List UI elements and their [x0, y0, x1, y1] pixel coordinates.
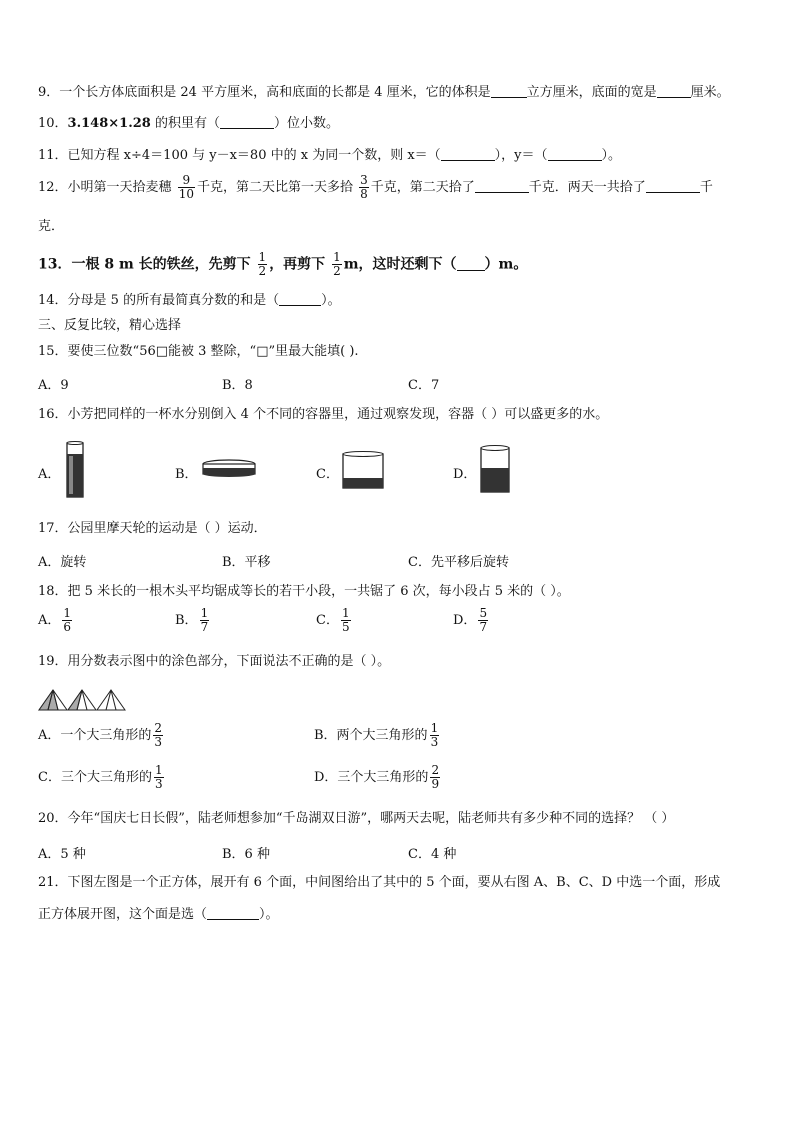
fraction: $\frac{9}{10}$	[178, 173, 194, 201]
question-text: 厘米。	[690, 85, 730, 100]
option-label: D．三个大三角形的	[314, 770, 429, 785]
question-number: 10．	[38, 116, 68, 131]
question-11	[38, 146, 760, 165]
question-14	[38, 291, 760, 310]
question-number: 16．	[38, 407, 68, 422]
question-text: 一个长方体底面积是 24 平方厘米，高和底面的长都是 4 厘米，它的体积是	[59, 85, 491, 100]
question-text: 千	[699, 180, 713, 195]
wide-container-image	[338, 450, 388, 492]
question-number: 12．	[38, 180, 68, 195]
option-c[interactable]: C．7	[408, 378, 440, 393]
question-text: ），y＝（	[494, 148, 548, 163]
option-label: D．	[453, 613, 477, 628]
question-number: 15．	[38, 344, 68, 359]
fraction: $\frac{2}{3}$	[154, 721, 163, 749]
question-number: 14．	[38, 293, 68, 308]
fraction: $\frac{1}{7}$	[200, 606, 209, 634]
answer-blank[interactable]	[548, 146, 602, 161]
option-a[interactable]: A．	[38, 467, 61, 482]
option-c[interactable]	[38, 764, 166, 791]
question-text: 立方厘米，底面的宽是	[526, 85, 657, 100]
question-10	[38, 114, 760, 133]
question-number: 20．	[38, 811, 68, 826]
option-a[interactable]: A．5 种	[38, 847, 86, 862]
question-18	[38, 583, 760, 601]
answer-blank[interactable]	[207, 905, 259, 920]
fraction: $\frac{1}{3}$	[154, 763, 163, 791]
flat-wide-container-image	[200, 458, 258, 482]
question-text: 小芳把同样的一杯水分别倒入 4 个不同的容器里，通过观察发现，容器（ ）可以盛更多的水。	[67, 407, 609, 422]
option-a[interactable]: A．9	[38, 378, 69, 393]
answer-blank[interactable]	[475, 178, 529, 193]
question-text: 正方体展开图，这个面是选（	[38, 907, 208, 922]
answer-blank[interactable]	[657, 83, 691, 98]
answer-blank[interactable]	[491, 83, 527, 98]
question-text: 的积里有（	[150, 116, 220, 131]
question-text: 已知方程 x÷4＝100 与 y－x＝80 中的 x 为同一个数，则 x＝（	[67, 148, 441, 163]
question-number: 9．	[38, 85, 60, 100]
answer-blank[interactable]	[279, 291, 321, 306]
option-label: B．	[175, 613, 198, 628]
option-label: C．	[316, 613, 339, 628]
question-number: 11．	[38, 148, 68, 163]
question-number: 18．	[38, 584, 68, 599]
question-text: ）位小数。	[273, 116, 339, 131]
option-c[interactable]: C．4 种	[408, 847, 457, 862]
option-b[interactable]: B．6 种	[222, 847, 270, 862]
tall-narrow-container-image	[62, 440, 88, 500]
option-c[interactable]: C．先平移后旋转	[408, 555, 509, 570]
question-19	[38, 653, 760, 671]
question-text: 千克，第二天拾了	[370, 180, 475, 195]
question-text: 小明第一天拾麦穗	[67, 180, 172, 195]
medium-container-image	[477, 444, 513, 496]
shaded-triangles-figure	[38, 688, 128, 712]
fraction: $\frac{1}{3}$	[430, 721, 439, 749]
question-text: 千克，第二天比第一天多拾	[196, 180, 353, 195]
section-heading: 三、反复比较，精心选择	[38, 318, 182, 333]
answer-blank[interactable]	[441, 146, 495, 161]
question-text: 克．	[38, 219, 65, 234]
option-d[interactable]	[453, 607, 490, 634]
option-label: A．一个大三角形的	[38, 728, 152, 743]
option-b[interactable]	[314, 722, 441, 749]
question-text: 把 5 米长的一根木头平均锯成等长的若干小段，一共锯了 6 次，每小段占 5 米的（ ）。	[67, 584, 570, 599]
question-number: 13．	[38, 256, 72, 273]
question-20	[38, 810, 760, 828]
question-9	[38, 83, 760, 102]
question-text: 用分数表示图中的涂色部分，下面说法不正确的是（ ）。	[67, 654, 391, 669]
question-text: 要使三位数“56□能被 3 整除，“□”里最大能填( ).	[67, 344, 359, 359]
option-label: C．三个大三角形的	[38, 770, 152, 785]
question-text: ）m。	[484, 256, 528, 273]
option-b[interactable]: B．8	[222, 378, 253, 393]
question-12	[38, 174, 760, 201]
question-text: ）。	[321, 293, 341, 308]
option-b[interactable]: B．平移	[222, 555, 271, 570]
question-16	[38, 406, 760, 424]
question-15	[38, 343, 760, 361]
question-text: ，再剪下	[269, 256, 326, 273]
question-text: 千克．两天一共拾了	[528, 180, 646, 195]
option-b[interactable]: B．	[175, 467, 198, 482]
option-c[interactable]: C．	[316, 467, 339, 482]
option-a[interactable]	[38, 722, 165, 749]
question-number: 21．	[38, 875, 68, 890]
fraction: $\frac{1}{2}$	[333, 250, 341, 278]
question-21-cont	[38, 905, 760, 924]
option-b[interactable]	[175, 607, 211, 634]
question-17	[38, 520, 760, 538]
question-number: 19．	[38, 654, 68, 669]
option-label: B．两个大三角形的	[314, 728, 428, 743]
question-text: 今年“国庆七日长假”，陆老师想参加“千岛湖双日游”，哪两天去呢，陆老师共有多少种不同的选择？ （ ）	[67, 811, 675, 826]
answer-blank[interactable]	[457, 256, 485, 271]
option-a[interactable]: A．旋转	[38, 555, 87, 570]
question-21	[38, 874, 760, 892]
option-a[interactable]	[38, 607, 74, 634]
option-d[interactable]	[314, 764, 442, 791]
question-text: 分母是 5 的所有最简真分数的和是（	[67, 293, 280, 308]
fraction: $\frac{5}{7}$	[479, 606, 488, 634]
option-d[interactable]: D．	[453, 467, 477, 482]
fraction: $\frac{1}{2}$	[258, 250, 267, 278]
option-c[interactable]	[316, 607, 353, 634]
question-text: ）。	[259, 907, 279, 922]
fraction: $\frac{2}{9}$	[431, 763, 440, 791]
fraction: $\frac{1}{5}$	[341, 606, 350, 634]
fraction: $\frac{1}{6}$	[63, 606, 72, 634]
answer-blank[interactable]	[646, 178, 700, 193]
question-text: m，这时还剩下（	[343, 256, 457, 273]
question-text: 一根 8 m 长的铁丝，先剪下	[71, 256, 251, 273]
question-12-cont	[38, 218, 760, 236]
question-13	[38, 251, 760, 278]
expression: 3.148×1.28	[67, 116, 151, 131]
question-text: 下图左图是一个正方体，展开有 6 个面，中间图给出了其中的 5 个面，要从右图 A、B、C、D 中选一个面，形成	[67, 875, 721, 890]
question-text: 公园里摩天轮的运动是（ ）运动．	[67, 521, 267, 536]
fraction: $\frac{3}{8}$	[360, 173, 368, 201]
answer-blank[interactable]	[220, 114, 274, 129]
option-label: A．	[38, 613, 61, 628]
question-number: 17．	[38, 521, 68, 536]
question-text: ）。	[601, 148, 622, 163]
